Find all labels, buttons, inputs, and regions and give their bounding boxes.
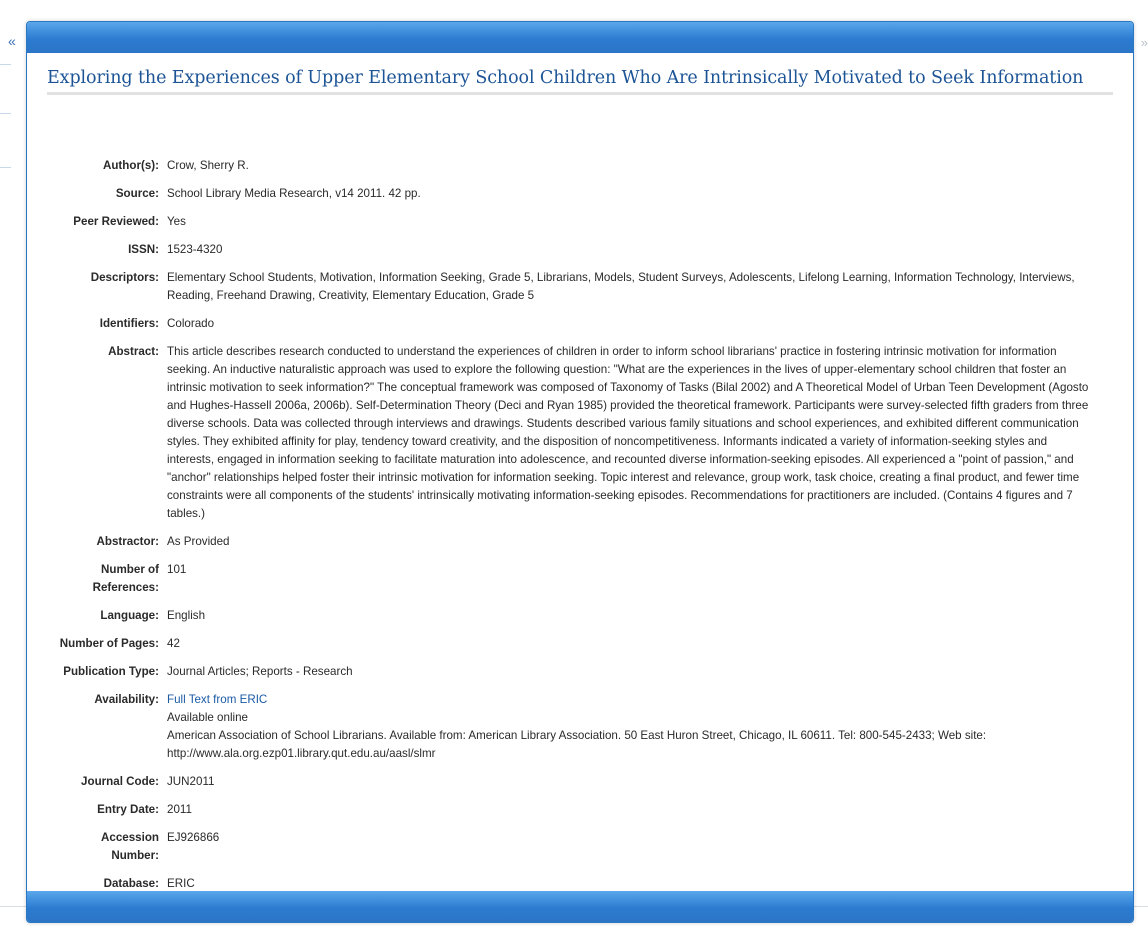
field-source bbox=[27, 185, 1127, 203]
field-issn bbox=[27, 241, 1127, 259]
left-panel-divider bbox=[0, 64, 11, 65]
field-label-line: Accession bbox=[101, 831, 159, 844]
field-value: Colorado bbox=[167, 317, 215, 330]
field-value: 101 bbox=[167, 563, 187, 576]
left-panel-divider bbox=[0, 167, 11, 168]
field-label: Abstract: bbox=[108, 345, 159, 358]
field-label: Abstractor: bbox=[96, 535, 159, 548]
field-journal-code bbox=[27, 773, 1127, 791]
field-identifiers bbox=[27, 315, 1127, 333]
field-label: Source: bbox=[115, 187, 159, 200]
availability-status: Available online bbox=[167, 711, 249, 724]
field-label: Database: bbox=[103, 877, 159, 890]
field-label: Peer Reviewed: bbox=[73, 215, 159, 228]
field-value: Journal Articles; Reports - Research bbox=[167, 665, 353, 678]
dialog-body[interactable] bbox=[27, 53, 1133, 891]
record-fields bbox=[27, 157, 1127, 903]
field-label: Descriptors: bbox=[90, 271, 159, 284]
field-value: JUN2011 bbox=[167, 775, 215, 788]
field-value: Yes bbox=[167, 215, 186, 228]
field-value: Elementary School Students, Motivation, Information Seeking, Grade 5, Librarians, Models, Student Surveys, Adolescents, Lifelong Learning, Information Technology, Interviews, Reading, Freehand Drawing, Creativity, Elementary Education, Grade 5 bbox=[167, 271, 1075, 302]
field-label: Journal Code: bbox=[81, 775, 159, 788]
left-panel-divider bbox=[0, 113, 11, 114]
collapse-left-panel-icon[interactable]: « bbox=[8, 33, 16, 49]
field-label bbox=[27, 829, 159, 865]
field-label: Language: bbox=[100, 609, 159, 622]
field-abstract bbox=[27, 343, 1127, 523]
field-availability bbox=[27, 691, 1127, 763]
expand-right-panel-icon[interactable]: » bbox=[1140, 35, 1148, 50]
field-language bbox=[27, 607, 1127, 625]
availability-source: American Association of School Librarians. Available from: American Library Association. 50 East Huron Street, Chicago, IL 60611. Tel: 800-545-2433; Web site: bbox=[167, 729, 987, 742]
field-publication-type bbox=[27, 663, 1127, 681]
field-label: Identifiers: bbox=[99, 317, 159, 330]
article-title: Exploring the Experiences of Upper Elementary School Children Who Are Intrinsically Motivated to Seek Information bbox=[47, 68, 1113, 95]
field-abstractor bbox=[27, 533, 1127, 551]
full-text-link[interactable]: Full Text from ERIC bbox=[167, 693, 268, 706]
abstract-text: This article describes research conducted to understand the experiences of children in order to inform school librarians' practice in fostering intrinsic motivation for information seeking. An inductive naturalistic approach was used to explore the following question: "What are the experiences in the lives of upper-elementary school children that foster an intrinsic motivation to seek information?" The conceptual framework was composed of Taxonomy of Tasks (Bilal 2002) and A Theoretical Model of Urban Teen Development (Agosto and Hughes-Hassell 2006a, 2006b). Self-Determination Theory (Deci and Ryan 1985) provided the theoretical framework. Participants were survey-selected fifth graders from three diverse schools. Data was collected through interviews and drawings. Students described various family situations and school experiences, and exhibited different communication styles. They exhibited affinity for play, tendency toward creativity, and the disposition of noncompetitiveness. Informants indicated a variety of information-seeking styles and interests, engaged in information seeking to facilitate maturation into adolescence, and recounted diverse information-seeking episodes. All experienced a "point of passion," and "anchor" relationships helped foster their intrinsic motivation for information seeking. Topic interest and relevance, group work, task choice, creating a final product, and fewer time constraints were all components of the students' intrinsically motivating information-seeking episodes. Recommendations for practitioners are included. (Contains 4 figures and 7 tables.) bbox=[167, 345, 1089, 520]
field-label-line: References: bbox=[92, 581, 159, 594]
field-value: School Library Media Research, v14 2011. 42 pp. bbox=[167, 187, 421, 200]
field-number-of-references bbox=[27, 561, 1127, 597]
field-value: 2011 bbox=[167, 803, 192, 816]
field-entry-date bbox=[27, 801, 1127, 819]
field-value: 1523-4320 bbox=[167, 243, 223, 256]
field-number-of-pages bbox=[27, 635, 1127, 653]
field-label: Author(s): bbox=[102, 159, 159, 172]
dialog-header-bar[interactable] bbox=[27, 22, 1133, 53]
field-label: Number of Pages: bbox=[59, 637, 159, 650]
field-label: Publication Type: bbox=[63, 665, 159, 678]
field-label-line: Number of bbox=[101, 563, 159, 576]
field-label bbox=[27, 561, 159, 597]
field-descriptors bbox=[27, 269, 1127, 305]
dialog-footer-bar bbox=[27, 891, 1133, 922]
availability-url: http://www.ala.org.ezp01.library.qut.edu.au/aasl/slmr bbox=[167, 747, 436, 760]
field-accession-number bbox=[27, 829, 1127, 865]
field-label-line: Number: bbox=[111, 849, 159, 862]
field-value: ERIC bbox=[167, 877, 195, 890]
field-label: ISSN: bbox=[128, 243, 159, 256]
field-label: Entry Date: bbox=[97, 803, 159, 816]
field-peer-reviewed bbox=[27, 213, 1127, 231]
field-value: 42 bbox=[167, 637, 180, 650]
field-value: Crow, Sherry R. bbox=[167, 159, 249, 172]
field-value bbox=[167, 691, 1095, 763]
field-authors bbox=[27, 157, 1127, 175]
field-label: Availability: bbox=[94, 693, 159, 706]
left-panel-edge bbox=[0, 0, 16, 940]
accession-number-value: EJ926866 bbox=[167, 831, 220, 844]
record-detail-dialog bbox=[26, 21, 1134, 923]
field-value: As Provided bbox=[167, 535, 230, 548]
field-value: English bbox=[167, 609, 206, 622]
